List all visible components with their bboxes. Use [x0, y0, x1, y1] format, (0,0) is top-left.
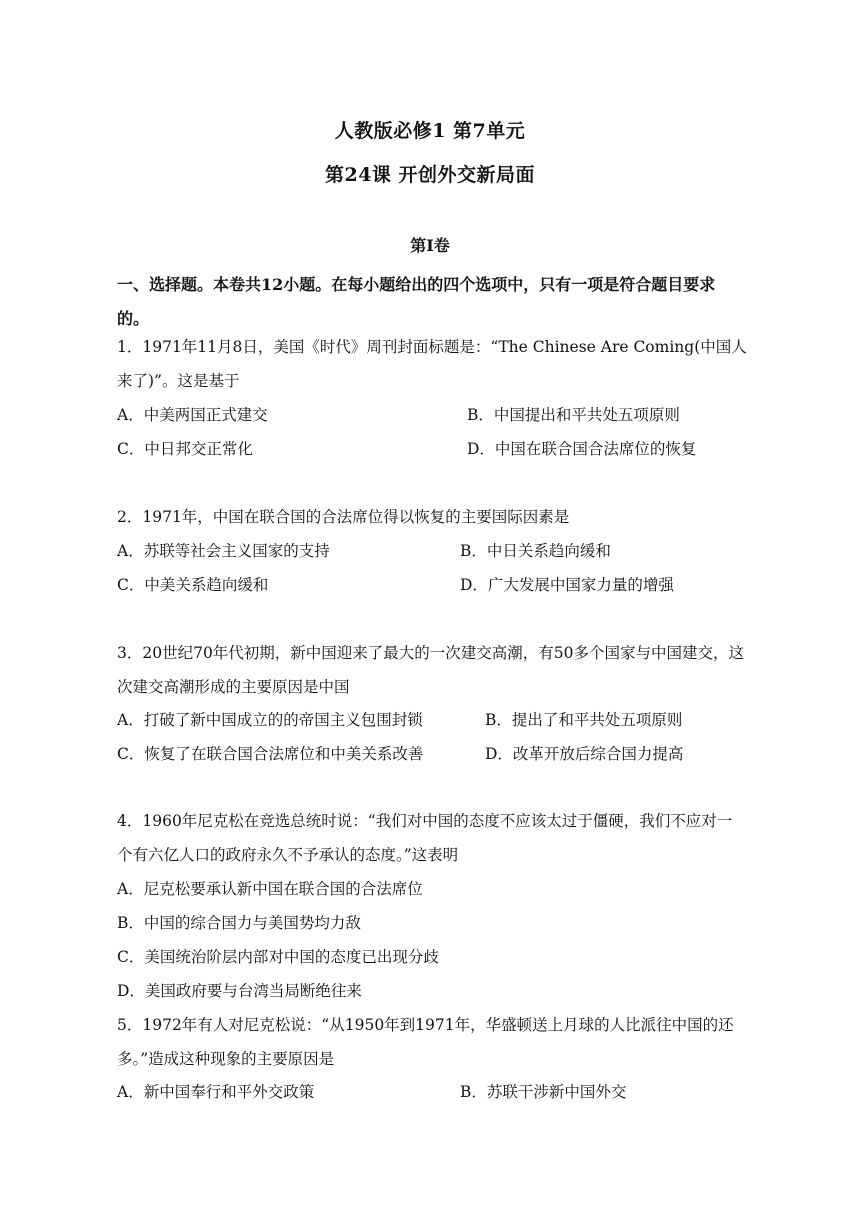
volume-label: 第Ⅰ卷: [410, 236, 450, 255]
question-2-stem: 2．1971年，中国在联合国的合法席位得以恢复的主要国际因素是: [117, 508, 570, 526]
section-instructions: 一、选择题。本卷共12小题。在每小题给出的四个选项中，只有一项是符合题目要求的。: [117, 275, 716, 328]
document-title: 人教版必修1 第7单元: [334, 120, 526, 142]
question-2-option-a: A．苏联等社会主义国家的支持: [117, 542, 330, 560]
question-1-option-a: A．中美两国正式建交: [117, 406, 268, 424]
question-3-option-d: D．改革开放后综合国力提高: [485, 745, 684, 763]
question-4-option-c: C．美国统治阶层内部对中国的态度已出现分歧: [117, 948, 439, 966]
question-5-option-b: B．苏联干涉新中国外交: [460, 1083, 627, 1101]
question-4-option-d: D．美国政府要与台湾当局断绝往来: [117, 982, 362, 1000]
lesson-title: 第24课 开创外交新局面: [324, 164, 536, 186]
question-2-option-c: C．中美关系趋向缓和: [117, 576, 269, 594]
question-4-option-b: B．中国的综合国力与美国势均力敌: [117, 914, 361, 932]
question-3-option-a: A．打破了新中国成立的的帝国主义包围封锁: [117, 711, 423, 729]
question-1-option-d: D．中国在联合国合法席位的恢复: [467, 440, 697, 458]
question-3-option-c: C．恢复了在联合国合法席位和中美关系改善: [117, 745, 424, 763]
question-1-stem: 1．1971年11月8日，美国《时代》周刊封面标题是：“The Chinese Are Coming(中国人来了)”。这是基于: [117, 338, 747, 390]
question-4-option-a: A．尼克松要承认新中国在联合国的合法席位: [117, 880, 423, 898]
question-1-option-c: C．中日邦交正常化: [117, 440, 253, 458]
question-2-option-b: B．中日关系趋向缓和: [460, 542, 611, 560]
question-5-option-a: A．新中国奉行和平外交政策: [117, 1083, 315, 1101]
question-2-option-d: D．广大发展中国家力量的增强: [460, 576, 674, 594]
question-5-stem: 5．1972年有人对尼克松说：“从1950年到1971年，华盛顿送上月球的人比派往中国的还多。”造成这种现象的主要原因是: [117, 1016, 734, 1068]
question-3-option-b: B．提出了和平共处五项原则: [485, 711, 683, 729]
question-1-option-b: B．中国提出和平共处五项原则: [467, 406, 680, 424]
question-4-stem: 4．1960年尼克松在竞选总统时说：“我们对中国的态度不应该太过于僵硬，我们不应对一个有六亿人口的政府永久不予承认的态度。”这表明: [117, 812, 733, 864]
question-3-stem: 3．20世纪70年代初期，新中国迎来了最大的一次建交高潮，有50多个国家与中国建交，这次建交高潮形成的主要原因是中国: [117, 644, 745, 696]
